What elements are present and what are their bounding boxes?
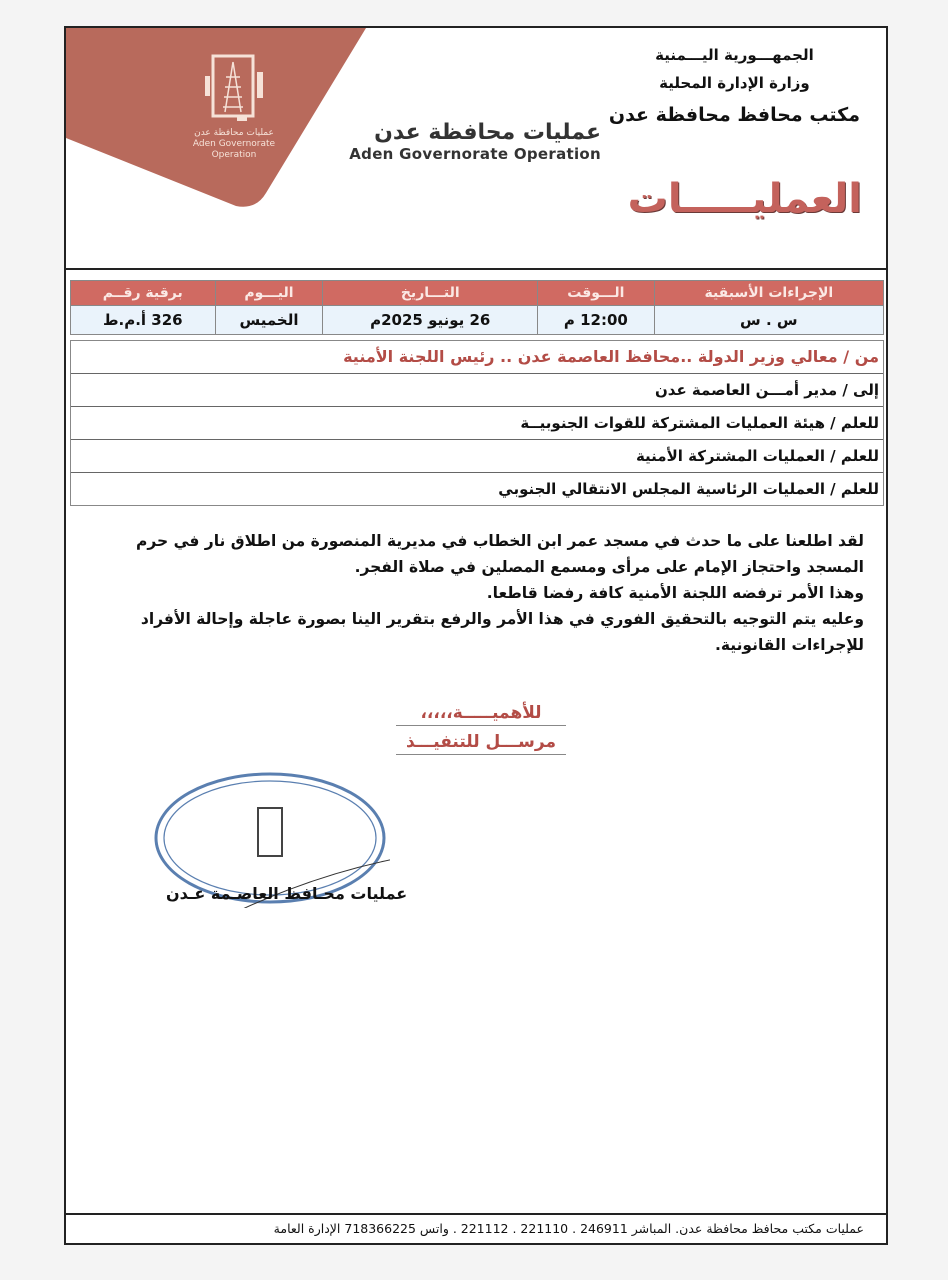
ministry-name: وزارة الإدارة المحلية: [659, 74, 810, 92]
brand-name-en: Aden Governorate Operation: [349, 145, 601, 163]
closing-importance: للأهميـــــة،،،،،: [396, 703, 566, 726]
department-title: العمليـــــات: [627, 176, 862, 222]
closing-for-execution: مرســـل للتنفيـــذ: [396, 732, 566, 755]
body-paragraph: لقد اطلعنا على ما حدث في مسجد عمر ابن الخطاب في مديرية المنصورة من اطلاق نار في حرم المسجد واحتجاز الإمام على مرأى ومسمع المصلين في صلاة الفجر.: [136, 532, 864, 576]
cc-line: للعلم / هيئة العمليات المشتركة للقوات الجنوبيــة: [71, 407, 883, 440]
cc-line: للعلم / العمليات المشتركة الأمنية: [71, 440, 883, 473]
addressing-block: [70, 340, 884, 506]
brand-block: [331, 120, 601, 163]
header-time: الـــوقت: [538, 281, 655, 306]
office-name: مكتب محافظ محافظة عدن: [608, 104, 860, 126]
header-divider: [66, 268, 886, 270]
message-body: [86, 528, 864, 658]
country-name: الجمهـــورية اليـــمنية: [655, 46, 814, 64]
day-value: الخميس: [215, 306, 323, 335]
header-date: التـــاريخ: [323, 281, 538, 306]
logo-caption-ar: عمليات محافظة عدن: [194, 128, 274, 138]
header-priority: الإجراءات الأسبقية: [654, 281, 883, 306]
document-page: [64, 26, 888, 1245]
telegram-number-value: 326 أ.م.ط: [71, 306, 216, 335]
telegram-meta-table: [70, 280, 884, 335]
government-heading: [609, 46, 860, 126]
date-value: 26 يونيو 2025م: [323, 306, 538, 335]
priority-value: س . س: [654, 306, 883, 335]
body-paragraph: وعليه يتم التوجيه بالتحقيق الفوري في هذا الأمر والرفع بتقرير الينا بصورة عاجلة وإحالة الأفراد للإجراءات القانونية.: [140, 610, 864, 654]
header-day: اليـــوم: [215, 281, 323, 306]
header-telegram-number: برقية رقــم: [71, 281, 216, 306]
brand-name-ar: عمليات محافظة عدن: [374, 120, 601, 145]
time-value: 12:00 م: [538, 306, 655, 335]
from-line: من / معالي وزير الدولة ..محافظ العاصمة عدن .. رئيس اللجنة الأمنية: [71, 341, 883, 374]
cc-line: للعلم / العمليات الرئاسية المجلس الانتقالي الجنوبي: [498, 480, 879, 498]
signature-label: عمليات محـافظ العاصـمة عـدن: [166, 884, 408, 903]
body-paragraph: وهذا الأمر ترفضه اللجنة الأمنية كافة رفضا قاطعا.: [486, 584, 864, 602]
to-line: إلى / مدير أمـــن العاصمة عدن: [71, 374, 883, 407]
closing-block: [396, 703, 566, 761]
logo: [174, 52, 294, 160]
logo-caption-en: Aden Governorate Operation: [192, 139, 276, 160]
tower-headset-icon: [199, 52, 269, 124]
footer-contact: عمليات مكتب محافظ محافظة عدن. المباشر 246911 . 221110 . 221112 . واتس 718366225 الإدارة العامة: [66, 1213, 886, 1243]
